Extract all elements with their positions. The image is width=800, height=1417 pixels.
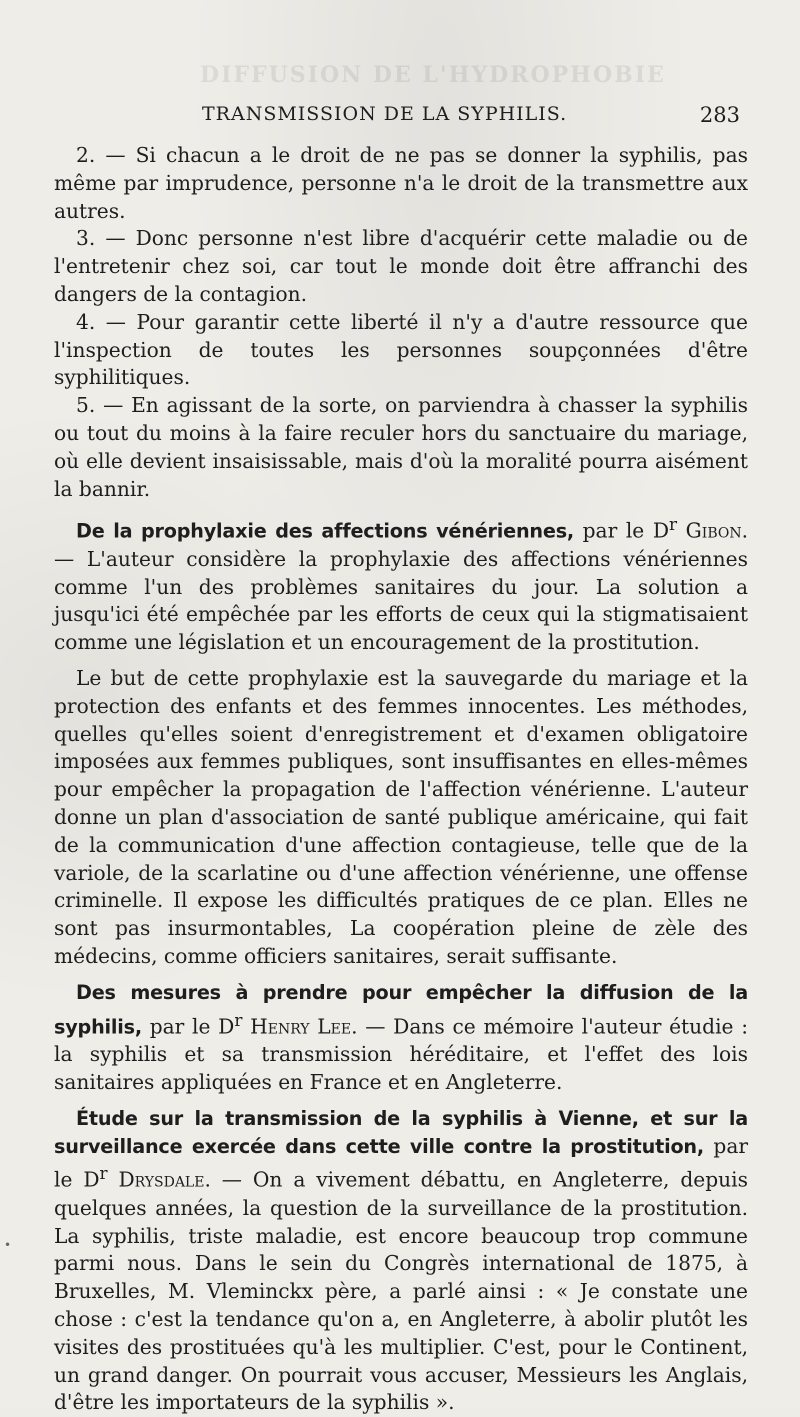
author-name: Henry Lee — [250, 1014, 352, 1039]
section-gibon — [54, 511, 748, 657]
page-number: 283 — [699, 103, 740, 127]
paragraph: Le but de cette prophylaxie est la sauvegarde du mariage et la protection des enfants et des femmes innocentes. Les méthodes, quelles qu'elles soient d'enregistrement et d'examen obligatoire imposées aux femmes publiques, sont insuffisantes en elles-mêmes pour empêcher la propagation de l'affection vénérienne. L'auteur donne un plan d'association de santé publique américaine, qui fait de la communication d'une affection contagieuse, telle que de la variole, de la scarlatine ou d'une affection vénérienne, une offense criminelle. Il expose les difficultés pratiques de ce plan. Elles ne sont pas insurmontables, La coopération pleine de zèle des médecins, comme officiers sanitaires, serait suffisante. — [54, 666, 748, 969]
author-name: Gibon — [685, 519, 742, 544]
list-item-4: 4. — Pour garantir cette liberté il n'y a d'autre ressource que l'inspection de toutes les personnes soupçonnées d'être syphilitiques. — [54, 309, 748, 390]
section-text: . — On a vivement débattu, en Angleterre, depuis quelques années, la question de la surveillance de la prostitution. La syphilis, triste maladie, est encore beaucoup trop commune parmi nous. Dans le sein du Congrès international de 1875, à Bruxelles, M. Vleminckx père, a parlé ainsi : « Je constate une chose : c'est la tendance qu'on a, en Angleterre, à abolir plutôt les visites des prostituées qu'à les multiplier. C'est, pour le Continent, un grand danger. On pourrait vous accuser, Messieurs les Anglais, d'être les importateurs de la syphilis ». — [54, 1168, 748, 1415]
author-prefix-sup: r — [234, 1009, 243, 1030]
margin-mark: • — [4, 1238, 12, 1252]
author-name: Drysdale — [118, 1168, 205, 1193]
author-prefix: par le D — [574, 519, 670, 544]
section-title: De la prophylaxie des affections vénériennes, — [76, 520, 575, 544]
page-body — [54, 142, 748, 1417]
page-header — [60, 103, 740, 133]
section-text: . — Dans ce mémoire l'auteur étudie : la syphilis et sa transmission héréditaire, et l'effet des lois sanitaires appliquées en France et en Angleterre. — [54, 1014, 748, 1094]
list-item-5: 5. — En agissant de la sorte, on parviendra à chasser la syphilis ou tout du moins à la faire reculer hors du sanctuaire du mariage, où elle devient insaisissable, mais d'où la moralité pourra aisément la bannir. — [54, 393, 748, 501]
section-drysdale — [54, 1105, 748, 1417]
running-title: TRANSMISSION DE LA SYPHILIS. — [202, 103, 568, 125]
section-lee — [54, 979, 748, 1097]
list-item-2: 2. — Si chacun a le droit de ne pas se donner la syphilis, pas même par imprudence, personne n'a le droit de la transmettre aux autres. — [54, 143, 748, 223]
section-text: . — L'auteur considère la prophylaxie des affections vénériennes comme l'un des problèmes sanitaires du jour. La solution a jusqu'ici été empêchée par les efforts de ceux qui la stigmatisaient comme une législation et un encouragement de la prostitution. — [54, 519, 749, 655]
bleed-through-text: DIFFUSION DE L'HYDROPHOBIE — [200, 62, 666, 88]
author-prefix: par le D — [141, 1014, 235, 1039]
author-prefix: par le D — [54, 1133, 749, 1193]
author-prefix-sup: r — [99, 1163, 108, 1184]
author-prefix-sup: r — [669, 514, 678, 535]
list-item-3: 3. — Donc personne n'est libre d'acquérir cette maladie ou de l'entretenir chez soi, car tout le monde doit être affranchi des dangers de la contagion. — [54, 226, 748, 306]
section-title: Des mesures à prendre pour empêcher la diffusion de la syphilis, — [54, 980, 748, 1039]
section-title: Étude sur la transmission de la syphilis à Vienne, et sur la surveillance exercée dans cette ville contre la prostitution, — [54, 1106, 748, 1158]
